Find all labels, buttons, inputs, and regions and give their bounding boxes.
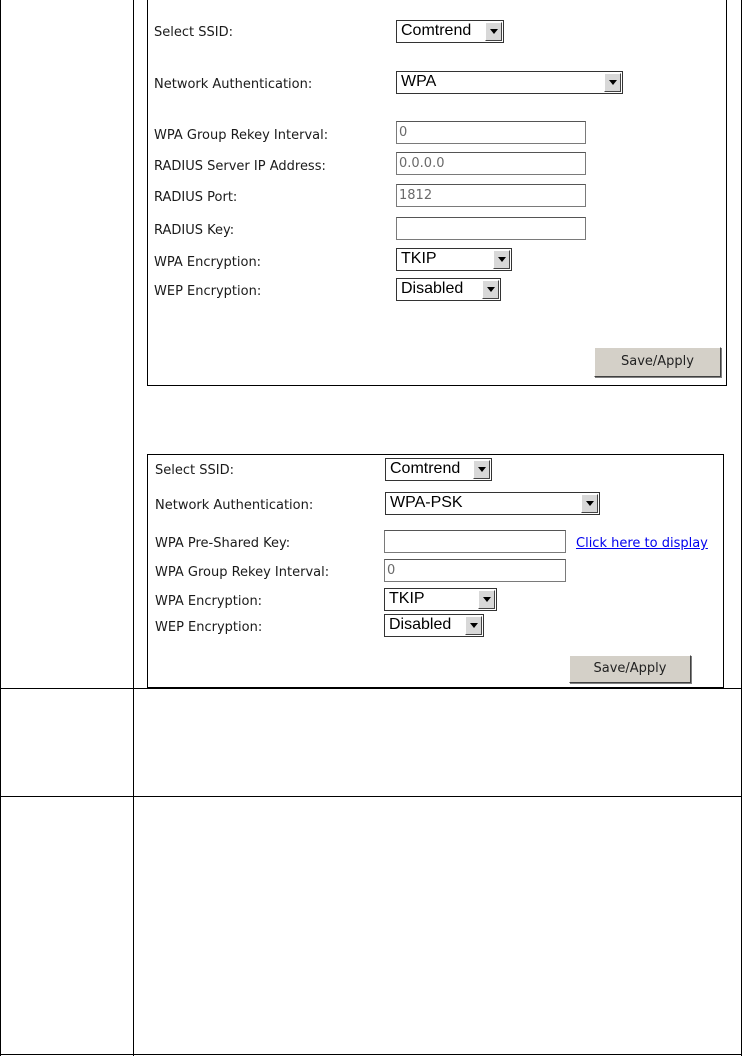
network-authentication-value: WPA	[401, 73, 437, 90]
radius-key-input[interactable]	[396, 217, 586, 240]
save-apply-button[interactable]: Save/Apply	[569, 655, 691, 683]
table-column-divider	[133, 0, 134, 1056]
network-authentication-value: WPA-PSK	[390, 494, 463, 511]
save-apply-button[interactable]: Save/Apply	[594, 347, 721, 377]
chevron-down-icon[interactable]	[604, 73, 621, 92]
wep-encryption-value: Disabled	[389, 616, 452, 633]
wpa-encryption-value: TKIP	[401, 250, 437, 267]
wpa-encryption-select[interactable]	[396, 248, 512, 271]
radius-server-ip-label: RADIUS Server IP Address:	[154, 159, 326, 174]
wpa-settings-panel	[147, 0, 727, 386]
table-row-divider	[0, 688, 742, 689]
table-bottom-border	[0, 1054, 742, 1055]
wpa-encryption-select[interactable]	[384, 588, 497, 611]
wep-encryption-label: WEP Encryption:	[154, 284, 262, 299]
wpa-encryption-label: WPA Encryption:	[154, 255, 262, 270]
ssid-select[interactable]	[396, 20, 504, 43]
ssid-select-value: Comtrend	[401, 22, 472, 39]
network-authentication-label: Network Authentication:	[155, 498, 314, 513]
wpa-group-rekey-interval-label: WPA Group Rekey Interval:	[155, 565, 330, 580]
wpa-pre-shared-key-input[interactable]	[384, 530, 566, 553]
wpa-group-rekey-interval-label: WPA Group Rekey Interval:	[154, 128, 329, 143]
wep-encryption-select[interactable]	[384, 614, 484, 637]
wep-encryption-select[interactable]	[396, 278, 501, 301]
network-authentication-select[interactable]	[385, 492, 600, 515]
chevron-down-icon[interactable]	[485, 22, 502, 41]
wpa-encryption-label: WPA Encryption:	[155, 594, 263, 609]
click-here-to-display-link[interactable]: Click here to display	[576, 536, 708, 551]
radius-server-ip-input[interactable]: 0.0.0.0	[396, 152, 586, 175]
chevron-down-icon[interactable]	[493, 250, 510, 269]
wpa-group-rekey-interval-input[interactable]: 0	[396, 121, 586, 144]
select-ssid-label: Select SSID:	[154, 25, 233, 40]
ssid-select-value: Comtrend	[390, 460, 461, 477]
wep-encryption-label: WEP Encryption:	[155, 620, 263, 635]
wpa-psk-settings-panel	[147, 454, 724, 688]
radius-key-label: RADIUS Key:	[154, 223, 235, 238]
network-authentication-label: Network Authentication:	[154, 77, 313, 92]
network-authentication-select[interactable]	[396, 71, 623, 94]
chevron-down-icon[interactable]	[478, 590, 495, 609]
radius-port-input[interactable]: 1812	[396, 184, 586, 207]
table-left-border	[0, 0, 1, 1056]
wpa-pre-shared-key-label: WPA Pre-Shared Key:	[155, 536, 291, 551]
radius-port-label: RADIUS Port:	[154, 190, 238, 205]
chevron-down-icon[interactable]	[465, 616, 482, 635]
ssid-select[interactable]	[385, 458, 492, 481]
chevron-down-icon[interactable]	[482, 280, 499, 299]
table-row-divider	[0, 796, 742, 797]
wpa-encryption-value: TKIP	[389, 590, 425, 607]
chevron-down-icon[interactable]	[473, 460, 490, 479]
wep-encryption-value: Disabled	[401, 280, 464, 297]
chevron-down-icon[interactable]	[581, 494, 598, 513]
select-ssid-label: Select SSID:	[155, 463, 234, 478]
wpa-group-rekey-interval-input[interactable]: 0	[384, 559, 566, 582]
